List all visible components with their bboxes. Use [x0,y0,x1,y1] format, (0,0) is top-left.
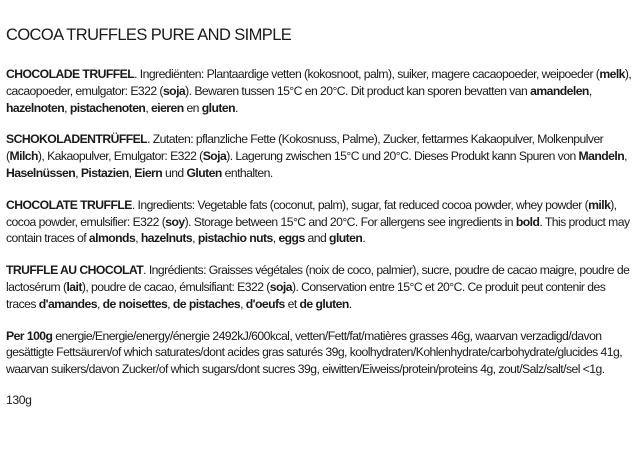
text-segment: . This product may contain traces of [6,214,630,246]
text-segment: enthalten. [221,165,273,180]
text-segment: . [362,231,366,246]
text-segment: , [96,296,103,311]
bold-term: lait [66,279,82,294]
bold-term: Soja [202,149,227,164]
bold-term: CHOCOLADE TRUFFEL [6,67,135,81]
bold-term: almonds [88,231,136,246]
bold-term: gluten [201,100,236,115]
text-segment: en [183,100,202,115]
text-segment: , [128,165,135,180]
text-segment: ). Conservation entre 15°C et 20°C. Ce produit peut contenir des traces [6,279,606,311]
text-segment: ). Bewaren tussen 15°C en 20°C. Dit product kan sporen bevatten van [185,83,531,98]
nutrition-facts [6,328,636,378]
bold-term: eggs [278,231,305,246]
text-segment: , [588,83,592,98]
text-segment: . [235,100,238,115]
bold-term: de noisettes [102,296,168,311]
bold-term: eieren [151,100,184,115]
bold-term: SCHOKOLADENTRÜFFEL [6,132,148,147]
text-segment: . Ingredients: Vegetable fats (coconut, palm), sugar, fat reduced cocoa powder, whey powder ( [131,197,589,212]
text-segment: , [272,231,279,246]
bold-term: d'amandes [38,296,97,311]
bold-term: CHOCOLATE TRUFFLE [6,197,132,212]
text-segment: ), cocoa powder, emulsifier: E322 ( [6,197,617,229]
text-segment: and [304,231,330,246]
ingredients-dutch [6,66,636,116]
text-segment: ), Kakaopulver, Emulgator: E322 ( [37,149,203,164]
bold-term: hazelnoten [6,100,65,115]
bold-term: Gluten [186,165,222,180]
text-segment: , [624,149,627,164]
bold-term: amandelen [530,83,589,98]
bold-term: d'oeufs [245,296,285,311]
text-segment: und [162,165,187,180]
ingredients-english [6,197,636,247]
bold-term: Per 100g [6,328,53,343]
text-segment: ), cacaopoeder, emulgator: E322 ( [6,67,632,98]
bold-term: soy [165,214,185,229]
text-segment: energie/Energie/energy/énergie 2492kJ/600kcal, vetten/Fett/fat/matières grasses 46g, waarvan verzadigd/davon gesättigte Fettsäuren/of which saturates/dont acides gras saturés 39g, koolhydraten/Kohlenhydrate/carbohydrate/glucides 41g, waarvan suikers/davon Zucker/of which sugars/dont sucres 39g, eiwitten/Eiweiss/protein/proteins 4g, zout/Salz/salt/sel <1g. [6,328,623,377]
bold-term: pistachio nuts [197,231,273,246]
text-segment: , [75,165,81,180]
bold-term: Pistazien [80,165,129,180]
text-segment: . Ingrédients: Graisses végétales (noix de coco, palmier), sucre, poudre de cacao maigre, poudre de lactosérum ( [6,263,630,294]
bold-term: Mandeln [578,149,625,164]
text-segment: et [284,296,300,311]
bold-term: soja [269,279,292,294]
bold-term: gluten [329,231,363,246]
text-segment: , [135,231,141,246]
product-title: COCOA TRUFFLES PURE AND SIMPLE [6,26,292,44]
text-segment: ). Storage between 15°C and 20°C. For allergens see ingredients in [184,214,516,229]
bold-term: Milch [9,149,38,164]
text-segment: , [64,100,70,115]
text-segment: . [348,296,352,311]
text-segment: , [240,296,246,311]
text-segment: , [145,100,151,115]
text-segment: . Zutaten: pflanzliche Fette (Kokosnuss, Palme), Zucker, fettarmes Kakaopulver, Molkenpulver ( [6,132,604,164]
bold-term: soja [162,83,186,98]
bold-term: pistachenoten [69,100,146,115]
text-segment: ). Lagerung zwischen 15°C und 20°C. Dieses Produkt kann Spuren von [226,149,579,164]
bold-term: melk [599,67,625,81]
text-segment: , [192,231,198,246]
bold-term: TRUFFLE AU CHOCOLAT [6,263,144,278]
text-segment: , [167,296,173,311]
net-weight: 130g [6,392,32,407]
ingredients-french [6,262,636,312]
bold-term: milk [588,197,611,212]
bold-term: hazelnuts [140,231,193,246]
bold-term: de gluten [299,296,349,311]
bold-term: Haselnüssen [6,165,76,180]
text-segment: ), poudre de cacao, émulsifiant: E322 ( [81,279,270,294]
bold-term: Eiern [134,165,163,180]
bold-term: bold [515,214,540,229]
text-segment: . Ingrediënten: Plantaardige vetten (kokosnoot, palm), suiker, magere cacaopoeder, weipoeder ( [134,67,600,81]
bold-term: de pistaches [172,296,241,311]
ingredients-german [6,131,636,181]
